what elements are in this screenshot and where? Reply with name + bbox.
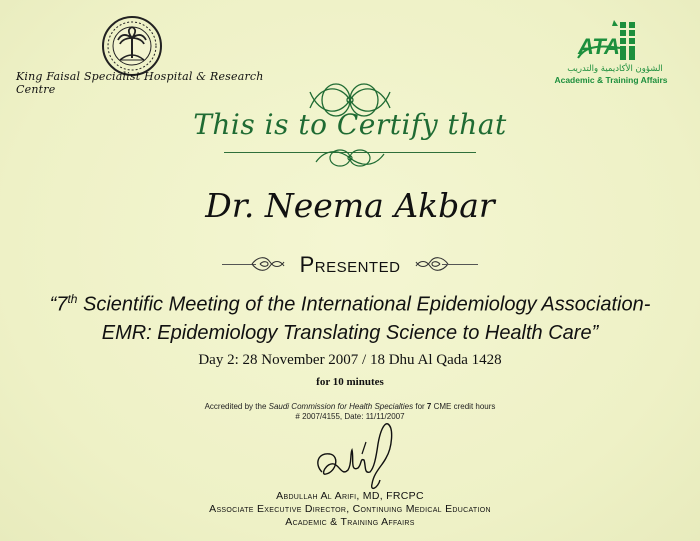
accreditation-suffix: CME credit hours	[431, 402, 496, 411]
presentation-duration: for 10 minutes	[316, 376, 384, 388]
presented-label: Presented	[299, 252, 401, 277]
ata-logo-icon	[574, 18, 640, 64]
presented-rule-right	[442, 264, 478, 265]
accreditation-prefix: Accredited by the	[204, 402, 269, 411]
hospital-name: King Faisal Specialist Hospital & Research Centre	[16, 70, 264, 96]
accreditation-commission: Saudi Commission for Health Specialties	[268, 402, 414, 411]
ata-abbr: ATA	[578, 34, 620, 59]
recipient-name: Dr. Neema Akbar	[205, 186, 495, 225]
presentation-title-line-1	[0, 292, 700, 317]
certify-heading: This is to Certify that	[193, 108, 507, 141]
signer-department: Academic & Training Affairs	[285, 516, 415, 528]
bottom-ornament-icon	[312, 146, 388, 170]
ata-arabic-name: الشؤون الأكاديمية والتدريب	[567, 64, 663, 74]
accreditation-line-1	[0, 402, 700, 411]
title-ordinal: “7	[49, 293, 68, 316]
signer-name: Abdullah Al Arifi, MD, FRCPC	[276, 490, 424, 502]
credit-hours: 7	[426, 402, 432, 411]
title-ordinal-suffix: th	[67, 292, 78, 306]
kfsh-emblem-icon	[100, 14, 164, 78]
event-date: Day 2: 28 November 2007 / 18 Dhu Al Qada 1428	[198, 352, 502, 368]
accreditation-mid: for	[413, 402, 427, 411]
presentation-title-line-2: EMR: Epidemiology Translating Science to Health Care”	[101, 322, 599, 344]
signature-icon	[300, 414, 420, 494]
accreditation-line-2: # 2007/4155, Date: 11/11/2007	[295, 412, 405, 421]
signer-title: Associate Executive Director, Continuing Medical Education	[209, 503, 491, 515]
title-line-1-text: Scientific Meeting of the International Epidemiology Association-	[77, 293, 651, 316]
ata-english-name: Academic & Training Affairs	[554, 75, 668, 85]
